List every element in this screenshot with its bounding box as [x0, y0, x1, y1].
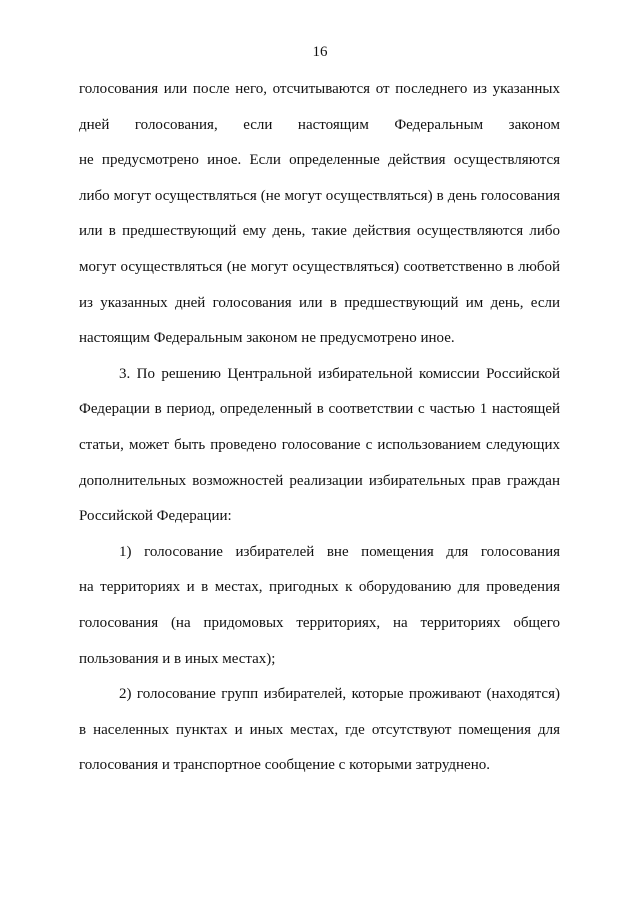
text-line: или в предшествующий ему день, такие действия осуществляются либо: [79, 223, 560, 240]
document-body: [79, 72, 560, 784]
text-line: в населенных пунктах и иных местах, где отсутствуют помещения для: [79, 721, 560, 738]
text-line: настоящим Федеральным законом не предусмотрено иное.: [79, 330, 455, 347]
text-line: либо могут осуществляться (не могут осуществляться) в день голосования: [79, 187, 560, 204]
text-line: дополнительных возможностей реализации избирательных прав граждан: [79, 472, 560, 489]
text-line: голосования и транспортное сообщение с которыми затруднено.: [79, 757, 490, 774]
text-line: пользования и в иных местах);: [79, 650, 276, 667]
text-line: дней голосования, если настоящим Федеральным законом: [79, 116, 560, 133]
paragraph-clause-3: [79, 357, 560, 535]
text-line: Федерации в период, определенный в соответствии с частью 1 настоящей: [79, 401, 560, 418]
paragraph-item-2: [79, 677, 560, 784]
text-line: на территориях и в местах, пригодных к оборудованию для проведения: [79, 579, 560, 596]
text-line: статьи, может быть проведено голосование с использованием следующих: [79, 436, 560, 453]
text-line: 2) голосование групп избирателей, которые проживают (находятся): [119, 686, 560, 703]
paragraph-item-1: [79, 535, 560, 677]
paragraph-continuation: [79, 72, 560, 357]
text-line: голосования (на придомовых территориях, на территориях общего: [79, 614, 560, 631]
text-line: могут осуществляться (не могут осуществляться) соответственно в любой: [79, 258, 560, 275]
page-number: 16: [312, 44, 328, 60]
text-line: 1) голосование избирателей вне помещения для голосования: [119, 543, 560, 560]
text-line: из указанных дней голосования или в предшествующий им день, если: [79, 294, 560, 311]
text-line: Российской Федерации:: [79, 508, 232, 525]
text-line: голосования или после него, отсчитываются от последнего из указанных: [79, 81, 560, 97]
text-line: не предусмотрено иное. Если определенные действия осуществляются: [79, 152, 560, 169]
text-line: 3. По решению Центральной избирательной комиссии Российской: [119, 365, 560, 382]
